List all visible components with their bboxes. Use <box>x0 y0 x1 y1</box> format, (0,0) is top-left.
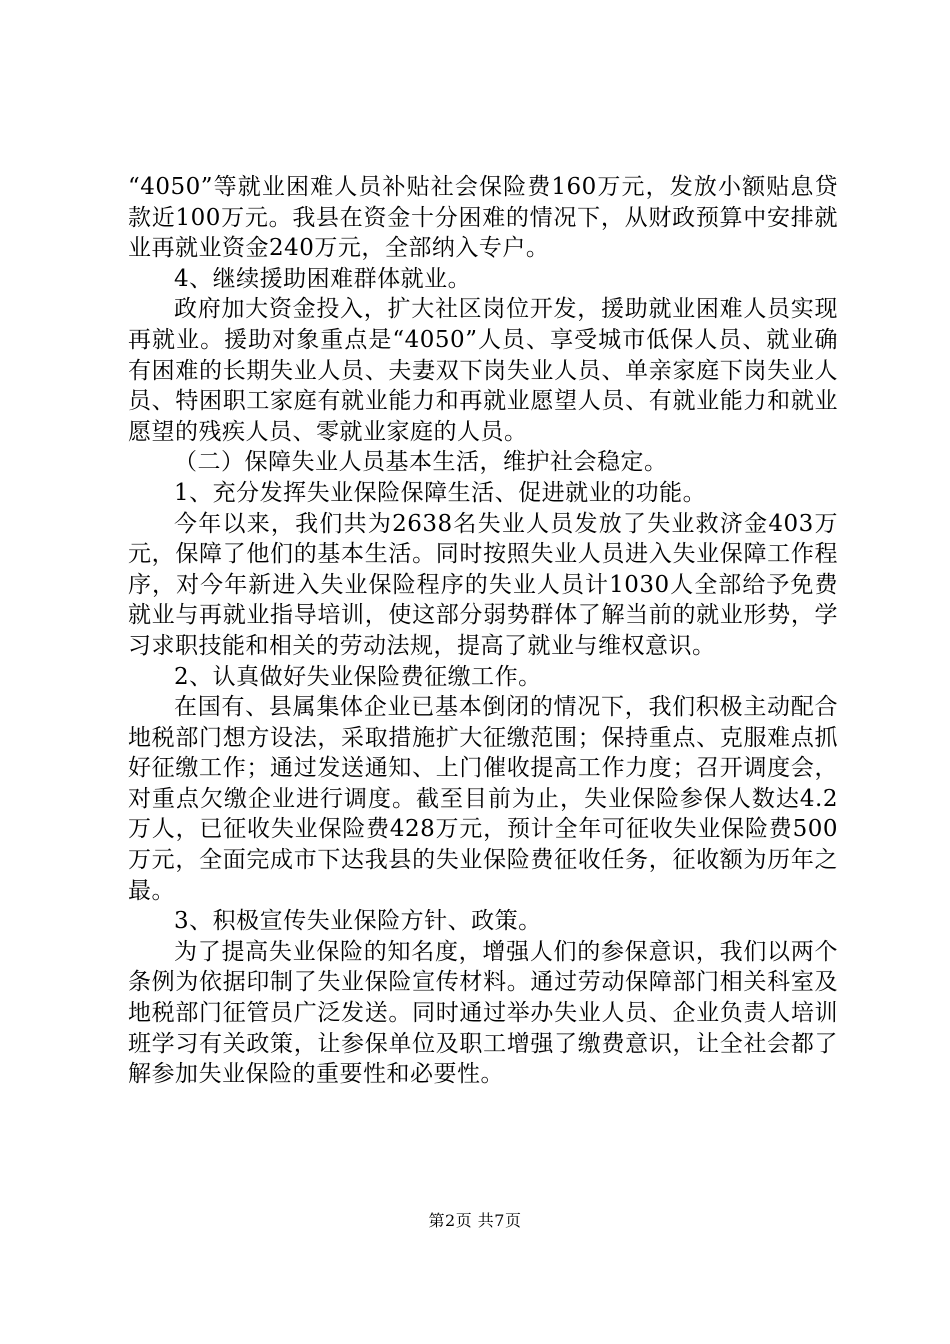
page-footer: 第2页 共7页 <box>428 1211 522 1230</box>
paragraph-5: 为了提高失业保险的知名度，增强人们的参保意识，我们以两个条例为依据印制了失业保险宣传材料。通过劳动保障部门相关科室及地税部门征管员广泛发送。同时通过举办失业人员、企业负责人培训班学习有关政策，让参保单位及职工增强了缴费意识，让全社会都了解参加失业保险的重要性和必要性。 <box>128 938 838 1088</box>
paragraph-1: “4050”等就业困难人员补贴社会保险费160万元，发放小额贴息贷款近100万元。我县在资金十分困难的情况下，从财政预算中安排就业再就业资金240万元，全部纳入专户。 <box>128 174 838 262</box>
paragraph-4: 在国有、县属集体企业已基本倒闭的情况下，我们积极主动配合地税部门想方设法，采取措施扩大征缴范围；保持重点、克服难点抓好征缴工作；通过发送通知、上门催收提高工作力度；召开调度会，对重点欠缴企业进行调度。截至目前为止，失业保险参保人数达4.2万人，已征收失业保险费428万元，预计全年可征收失业保险费500万元，全面完成市下达我县的失业保险费征收任务，征收额为历年之最。 <box>128 694 838 904</box>
subsection-heading-1: 1、充分发挥失业保险保障生活、促进就业的功能。 <box>174 479 707 506</box>
paragraph-2: 政府加大资金投入，扩大社区岗位开发，援助就业困难人员实现再就业。援助对象重点是“4050”人员、享受城市低保人员、就业确有困难的长期失业人员、夫妻双下岗失业人员、单亲家庭下岗失业人员、特困职工家庭有就业能力和再就业愿望人员、有就业能力和就业愿望的残疾人员、零就业家庭的人员。 <box>128 296 838 445</box>
section-heading-4: 4、继续援助困难群体就业。 <box>174 265 472 292</box>
subsection-heading-3: 3、积极宣传失业保险方针、政策。 <box>174 908 542 935</box>
paragraph-3: 今年以来，我们共为2638名失业人员发放了失业救济金403万元，保障了他们的基本生活。同时按照失业人员进入失业保障工作程序，对今年新进入失业保险程序的失业人员计1030人全部给予免费就业与再就业指导培训，使这部分弱势群体了解当前的就业形势，学习求职技能和相关的劳动法规，提高了就业与维权意识。 <box>128 510 838 659</box>
document-body <box>128 172 838 1090</box>
subsection-heading-2: 2、认真做好失业保险费征缴工作。 <box>174 663 542 690</box>
section-heading-2: （二）保障失业人员基本生活，维护社会稳定。 <box>174 449 668 476</box>
